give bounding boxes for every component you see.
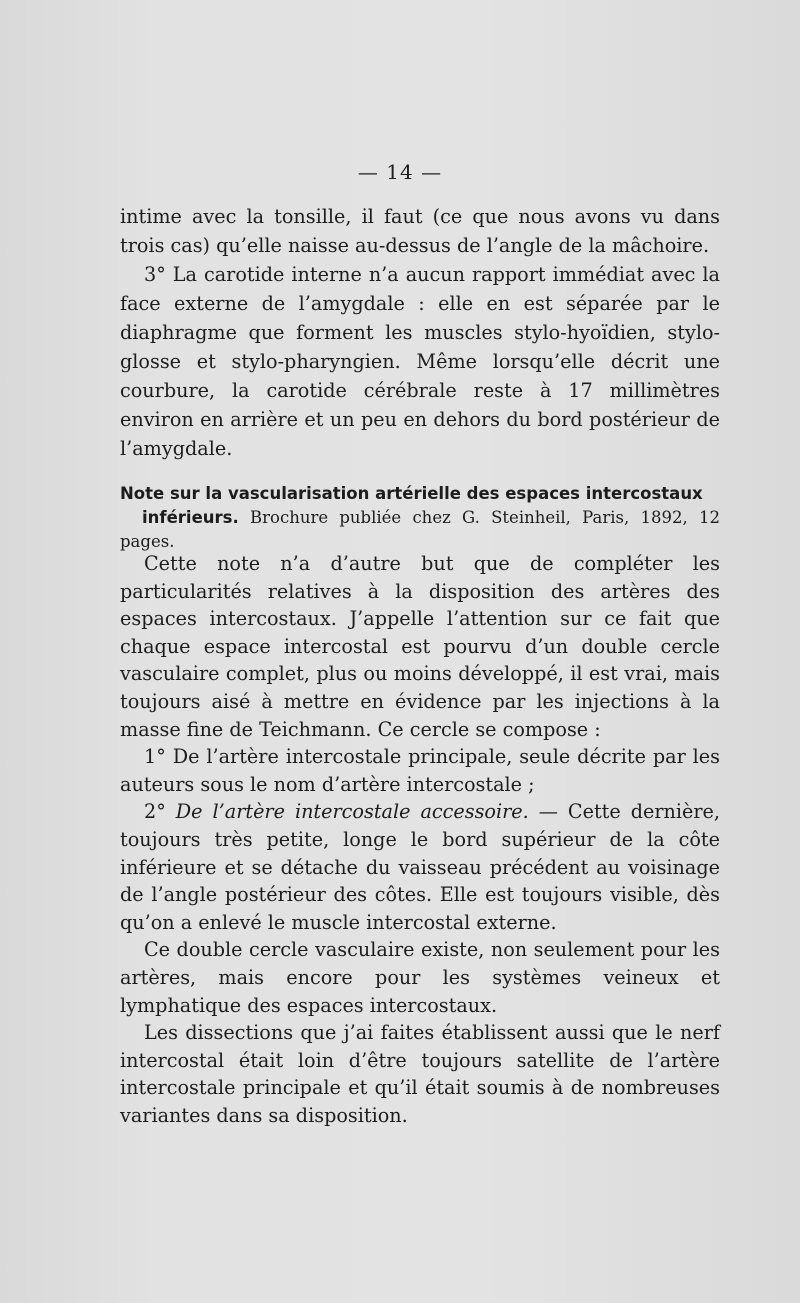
accessory-artery-term: De l’artère intercostale accessoire. xyxy=(175,800,529,824)
note-heading xyxy=(120,482,720,554)
note-heading-line2 xyxy=(120,506,720,554)
body-paragraph-2: 1° De l’artère intercostale principale, seule décrite par les auteurs sous le nom d’artère intercostale ; xyxy=(120,745,720,796)
publication-info: Brochure publiée chez G. Steinheil, Paris, 1892, 12 pages. xyxy=(120,508,720,551)
note-title-part1: Note sur la vascularisation artérielle des espaces intercostaux xyxy=(120,484,703,503)
intro-continuation-paragraph: intime avec la tonsille, il faut (ce que nous avons vu dans trois cas) qu’elle naisse au-dessus de l’angle de la mâchoire. xyxy=(120,205,720,257)
accessory-artery-description: — Cette dernière, toujours très petite, longe le bord supérieur de la côte inférieure et se détache du vaisseau précédent au voisinage de l’angle postérieur des côtes. Elle est toujours visible, dès qu’on a enlevé le muscle intercostal externe. xyxy=(120,800,720,934)
body-paragraph-3 xyxy=(120,798,720,936)
body-paragraph-4: Ce double cercle vasculaire existe, non seulement pour les artères, mais encore pour les systèmes veineux et lymphatique des espaces intercostaux. xyxy=(120,938,720,1017)
note-heading-line1 xyxy=(120,482,720,506)
carotid-paragraph: 3° La carotide interne n’a aucun rapport immédiat avec la face externe de l’amygdale : elle en est séparée par le diaphragme que forment les muscles stylo-hyoïdien, stylo-glosse et stylo-pharyngien. Même lorsqu’elle décrit une courbure, la carotide cérébrale reste à 17 millimètres environ en arrière et un peu en dehors du bord postérieur de l’amygdale. xyxy=(120,263,720,460)
page-number: — 14 — xyxy=(357,160,443,184)
intro-section xyxy=(120,202,720,463)
body-paragraph-1: Cette note n’a d’autre but que de compléter les particularités relatives à la disposition des artères des espaces intercostaux. J’appelle l’attention sur ce fait que chaque espace intercostal est pourvu d’un double cercle vasculaire complet, plus ou moins développé, il est vrai, mais toujours aisé à mettre en évidence par les injections à la masse fine de Teichmann. Ce cercle se compose : xyxy=(120,552,720,741)
note-title-part2: inférieurs. xyxy=(142,508,239,527)
body-paragraph-5: Les dissections que j’ai faites établissent aussi que le nerf intercostal était loin d’être toujours satellite de l’artère intercostale principale et qu’il était soumis à de nombreuses variantes dans sa disposition. xyxy=(120,1021,720,1127)
note-body xyxy=(120,550,720,1129)
item-number-2: 2° xyxy=(144,800,166,824)
